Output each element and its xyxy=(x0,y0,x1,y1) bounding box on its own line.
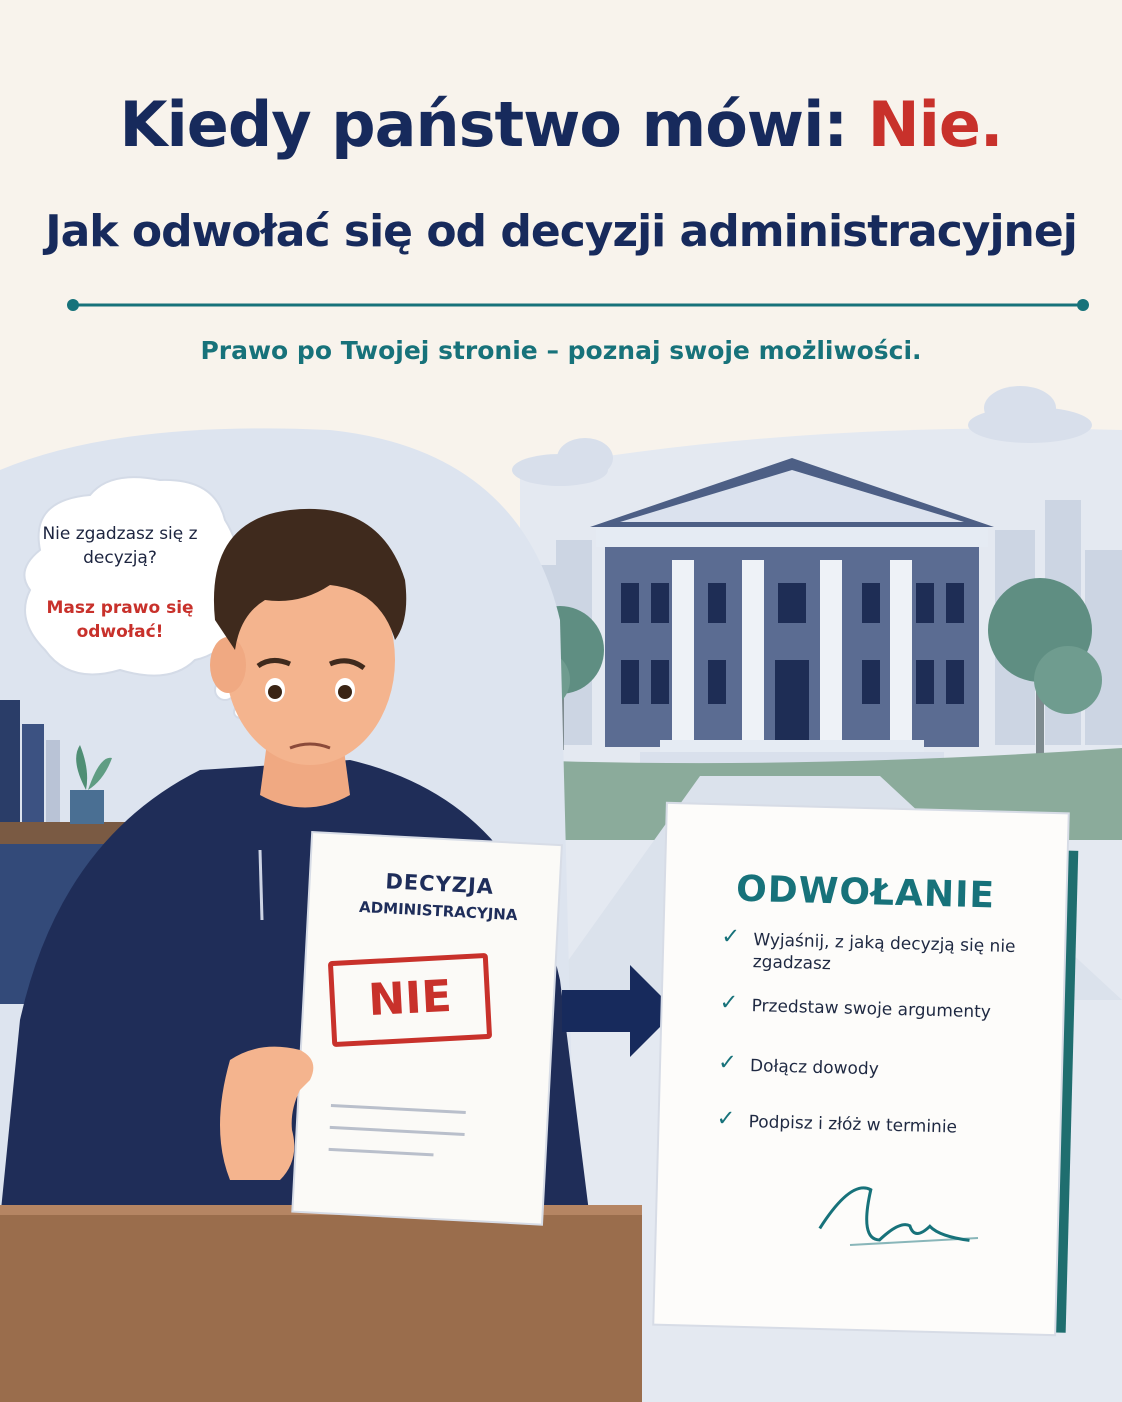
check-icon: ✓ xyxy=(716,1106,736,1132)
rejection-stamp: NIE xyxy=(328,953,492,1047)
decision-subheading: ADMINISTRACYJNA xyxy=(358,897,518,925)
list-item xyxy=(717,1050,1018,1118)
bubble-question: Nie zgadzasz się z decyzją? xyxy=(42,524,198,568)
header-divider xyxy=(66,298,1090,312)
appeal-document-content xyxy=(653,803,1069,1335)
list-item xyxy=(718,990,1019,1062)
tagline: Prawo po Twojej stronie – poznaj swoje możliwości. xyxy=(200,336,922,365)
check-icon: ✓ xyxy=(717,1050,737,1076)
list-item xyxy=(716,1106,1017,1158)
appeal-title: ODWOŁANIE xyxy=(735,868,996,917)
decision-document-header xyxy=(336,867,540,967)
check-icon: ✓ xyxy=(721,924,741,950)
title-accent: Nie. xyxy=(867,88,1003,161)
step-text: Podpisz i złóż w terminie xyxy=(748,1112,958,1138)
page-title xyxy=(0,88,1122,161)
title-main: Kiedy państwo mówi: xyxy=(119,88,868,161)
step-text: Przedstaw swoje argumenty xyxy=(751,996,992,1023)
decision-heading: DECYZJA xyxy=(384,869,495,899)
table xyxy=(0,1205,642,1402)
check-icon: ✓ xyxy=(719,990,739,1016)
step-text: Dołącz dowody xyxy=(749,1056,880,1080)
step-text: Wyjaśnij, z jaką decyzją się nie zgadzasz xyxy=(752,930,1016,975)
bubble-answer: Masz prawo się odwołać! xyxy=(46,598,194,642)
appeal-steps xyxy=(716,924,1022,1158)
list-item xyxy=(720,924,1022,1002)
page-subtitle: Jak odwołać się od decyzji administracyjnej xyxy=(45,206,1077,257)
